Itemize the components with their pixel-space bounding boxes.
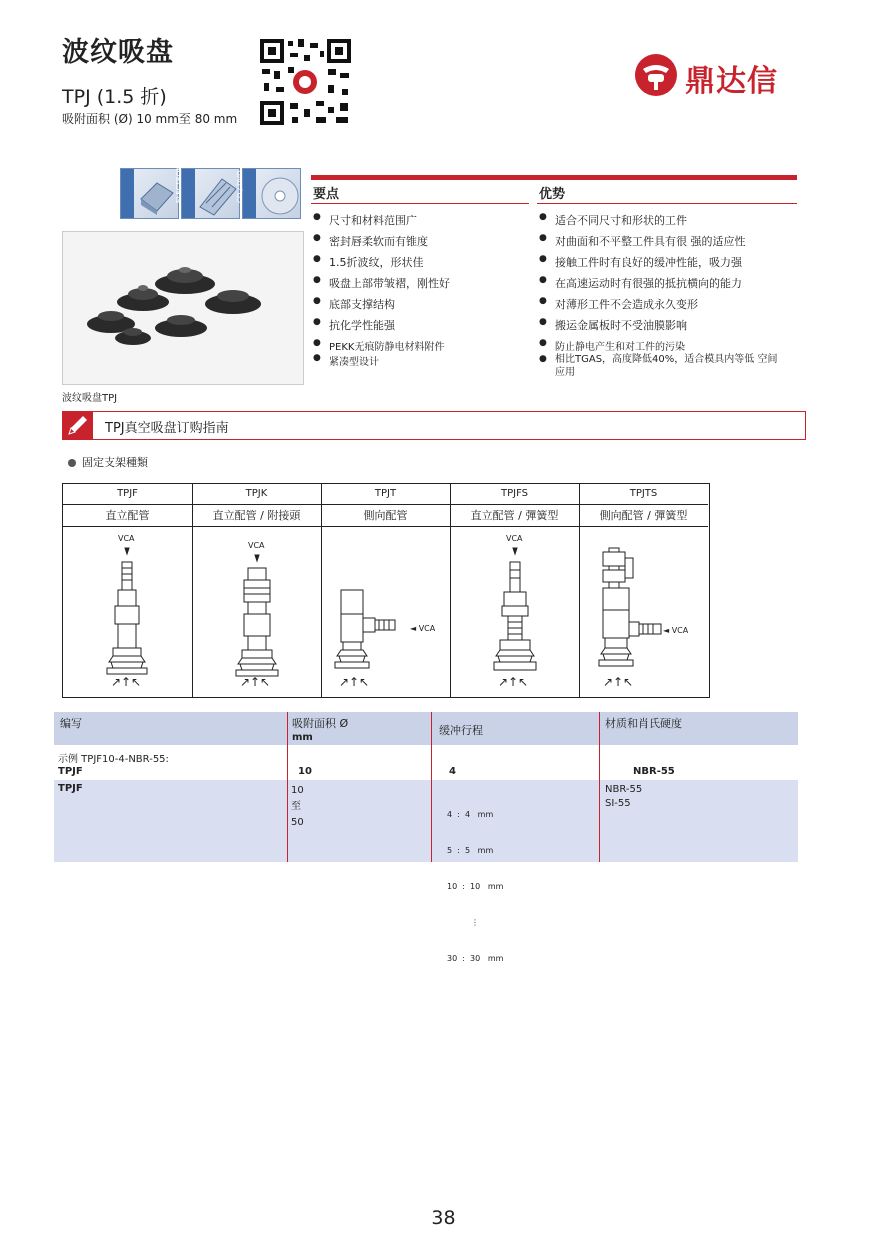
list-item: ● 紧凑型设计 [311,353,531,368]
stroke-value: ⋮ [471,918,479,927]
row-sizes [291,783,304,831]
product-photo [62,231,304,385]
ordering-guide-bar [62,411,806,440]
stroke-value: 5 : 5 mm [447,846,494,855]
cd-dvd-icon [236,168,301,219]
mount-diagram-table [62,483,710,698]
page-number: 38 [431,1207,456,1229]
list-item: ● 吸盘上部带皱褶，刚性好 [311,275,531,296]
list-item: ● 搬运金属板时不受油膜影响 [537,317,787,338]
header-stroke: 缓冲行程 [439,724,483,737]
mount-column-tpjfs [450,484,580,697]
suction-area-range: 吸附面积 (Ø) 10 mm至 80 mm [62,112,238,126]
column-divider [599,712,600,862]
list-item: ● 适合不同尺寸和形状的工件 [537,212,787,233]
list-item: ● 在高速运动时有很强的抵抗横向的能力 [537,275,787,296]
advantages-heading: 优势 [539,187,566,202]
list-item: ● 相比TGAS，高度降低40%，适合模具内等低 空间应用 [537,353,787,379]
page-title: 波纹吸盘 [62,37,174,68]
row-code: TPJF [58,783,83,794]
mount-column-tpjt [321,484,451,697]
photo-caption: 波纹吸盘TPJ [62,393,118,404]
brand-name: 鼎达信 [685,64,778,99]
mount-code: TPJK [192,484,321,505]
material-value: NBR-55 [605,784,643,795]
header-code: 编写 [60,717,82,730]
mount-types-text: 固定支架種類 [82,456,148,469]
order-table-row [54,780,798,862]
vca-label: VCA [506,534,523,543]
vca-label: VCA [248,541,265,550]
stroke-value: 10 : 10 mm [447,882,504,891]
list-item: ● 防止静电产生和对工件的污染 [537,338,787,353]
brand-logo [633,50,813,100]
size-value: 10 [291,785,304,796]
list-item: ● 抗化学性能强 [311,317,531,338]
header-area-unit: mm [292,732,313,743]
bullet-icon [68,459,76,467]
category-label: PACKAGING [114,162,122,203]
electronics-icon [175,154,240,219]
vca-label: VCA [118,534,135,543]
stroke-value: 30 : 30 mm [447,954,504,963]
row-strokes [447,785,503,977]
ordering-guide-title: TPJ真空吸盘订购指南 [105,421,229,436]
qr-code-icon[interactable] [258,37,353,127]
column-divider [431,712,432,862]
material-value: SI-55 [605,798,631,809]
mount-column-tpjts [579,484,708,697]
mount-code: TPJFS [450,484,579,505]
size-value: 50 [291,817,304,828]
airflow-arrows: ↗↑↖ [240,675,271,689]
order-table-header [54,712,798,745]
mount-code: TPJF [63,484,192,505]
mount-name: 側向配管 / 彈簧型 [579,505,708,527]
header-material: 材质和肖氏硬度 [605,717,682,730]
mount-name: 側向配管 [321,505,450,527]
brand-mark-icon [633,52,679,98]
advantages-rule [537,203,797,204]
features-rule [311,203,529,204]
mount-code: TPJTS [579,484,708,505]
list-item: ● 尺寸和材料范围广 [311,212,531,233]
mount-column-tpjk [192,484,322,697]
list-item: ● 对薄形工件不会造成永久变形 [537,296,787,317]
stroke-value: 4 : 4 mm [447,810,494,819]
tpjk-drawing [192,530,321,695]
mount-column-tpjf [63,484,193,697]
mount-name: 直立配管 / 彈簧型 [450,505,579,527]
list-item: ● 接触工件时有良好的缓冲性能，吸力强 [537,254,787,275]
features-list [311,212,531,368]
category-label: ELECTRONICS [175,154,183,203]
mount-name: 直立配管 / 附接頭 [192,505,321,527]
mount-name: 直立配管 [63,505,192,527]
tpjt-drawing [321,530,450,695]
list-item: ● 密封唇柔软而有锥度 [311,233,531,254]
column-divider [287,712,288,862]
list-item: ● PEKK无痕防静电材料附件 [311,338,531,353]
airflow-arrows: ↗↑↖ [498,675,529,689]
airflow-arrows: ↗↑↖ [603,675,634,689]
example-code: TPJF [58,766,83,777]
list-item: ● 1.5折波纹，形状佳 [311,254,531,275]
example-stroke: 4 [449,766,456,777]
example-label: 示例 TPJF10-4-NBR-55: [58,754,169,765]
packaging-icon [114,162,179,219]
list-item: ● 对曲面和不平整工件具有很 强的适应性 [537,233,787,254]
tpjts-drawing [579,530,708,695]
example-area: 10 [298,766,312,777]
mount-types-label [68,454,148,470]
features-heading: 要点 [313,187,340,202]
size-value: 至 [291,801,301,812]
tpjfs-drawing [450,530,579,695]
mount-code: TPJT [321,484,450,505]
tpjf-drawing [63,530,192,695]
product-subtitle: TPJ (1.5 折) [62,86,167,108]
example-material: NBR-55 [633,766,675,777]
pencil-icon [63,412,93,439]
category-label: CD / DVD [236,170,244,203]
airflow-arrows: ↗↑↖ [339,675,370,689]
advantages-list [537,212,787,379]
list-item: ● 底部支撑结构 [311,296,531,317]
vca-label: ◄ VCA [663,626,689,635]
header-area: 吸附面积 Ø [292,717,349,730]
vca-label: ◄ VCA [410,624,436,633]
feature-top-rule [311,175,797,180]
row-materials [605,783,642,811]
airflow-arrows: ↗↑↖ [111,675,142,689]
